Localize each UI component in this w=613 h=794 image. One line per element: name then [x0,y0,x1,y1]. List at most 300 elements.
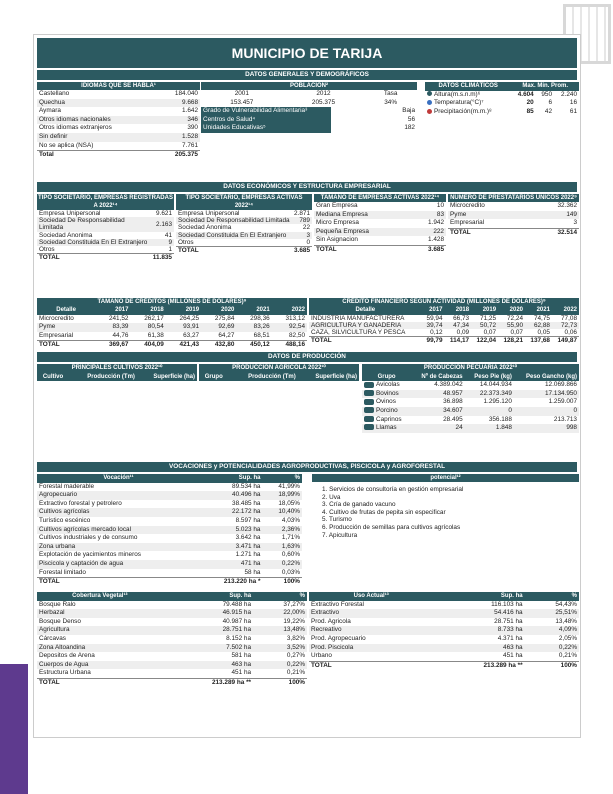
company-row [37,232,174,239]
livestock-cell: 0 [465,407,514,416]
livestock-cell: 48.957 [411,390,464,399]
credit-cell: 68,51 [253,331,270,339]
cover-cell: 37,27% [283,600,305,608]
credit-cell: 262,17 [144,314,164,322]
landuse-cell: 4.371 ha [497,634,523,642]
language-cell: Aymara [39,107,61,115]
landuse-row [309,601,579,610]
landuse-cell: 116.103 ha [491,600,523,608]
landuse-total-row [309,661,579,670]
credit-cell: 82,50 [289,331,305,339]
credit-total-cell: 488,16 [272,341,307,350]
livestock-row [362,381,579,390]
lender-cell: 149 [530,211,579,220]
livestock-label: Avicolas [376,381,400,389]
company-size-cell: 10 [436,202,444,209]
language-cell: Otros idiomas extranjeros [39,124,112,132]
financing-cell: 0,05 [537,329,550,336]
active-company-total-label: TOTAL [176,247,292,255]
pop-year-2001: 2001 [234,90,249,97]
cover-header: Cobertura Vegetal¹³ [37,592,163,601]
language-row [37,116,200,125]
cover-cell: 22,00% [253,609,307,618]
cover-total-cell: 213.289 ha ** [163,678,254,687]
climate-row [425,91,579,100]
climate-cell: 20 [526,99,534,107]
company-size-cell: Mediana Empresa [314,211,412,220]
credit-cell: 264,25 [179,314,200,322]
livestock-row [362,398,579,407]
animal-icon [364,390,374,396]
credit-cell: 92,69 [201,323,236,332]
livestock-row [362,390,579,399]
financing-cell: 0,09 [456,329,470,336]
company-size-total-label: TOTAL [314,245,412,254]
cover-cell: Bosque Denso [39,617,81,625]
livestock-col-group: Grupo [362,373,411,382]
company-size-row [314,219,446,228]
schools-label: Unidades Educativas⁵ [201,124,331,133]
livestock-cell: 34.607 [411,407,464,416]
company-size-row [314,211,446,220]
company-size-total-row [314,245,446,254]
active-company-row [176,210,312,217]
credits-block [37,298,307,350]
vocation-cell: 0,60% [281,551,300,559]
credit-cell: 61,38 [147,331,164,339]
climate-cell: 61 [569,107,577,115]
financing-cell: 71,25 [480,314,497,322]
active-company-cell: 22 [302,224,310,232]
landuse-cell: 8.733 ha [433,626,524,635]
vocation-cell: 40.496 ha [200,491,262,500]
company-size-cell: Pequeña Empresa [314,228,412,237]
credits-section [37,298,577,350]
company-cell: Sociedad Constituida En El Extranjero [37,239,151,246]
language-cell: 7.761 [182,141,198,149]
vocation-cell: 1,63% [262,543,302,552]
cover-cell: 0,21% [286,669,305,677]
language-cell: 390 [187,124,198,132]
vocation-cell: 1,71% [281,534,300,542]
cover-section [37,592,577,692]
landuse-row [309,635,579,644]
cover-row [37,626,307,635]
livestock-row [362,424,579,433]
vocation-cell: Cultivos agrícolas mercado local [37,526,200,535]
livestock-cell: 1.295.120 [483,398,512,406]
financing-col: 2019 [471,306,498,315]
livestock-cell: 1.848 [465,424,514,433]
vocation-cell: Extractivo forestal y petrolero [39,499,122,507]
vulnerability-value: Baja [402,107,415,115]
climate-cell: 16 [569,99,577,107]
language-row [37,99,200,108]
vocation-row [37,534,302,543]
financing-cell: 77,08 [561,314,577,322]
vocation-cell: Turístico escénico [39,516,91,524]
vocation-total-cell: 213.220 ha * [200,578,262,587]
credit-cell: 63,27 [183,331,200,339]
climate-row [425,108,579,117]
climate-label: Precipitación(m.m.)⁸ [434,107,492,115]
climate-table [425,82,579,91]
potential-item: 7. Apicultura [322,531,358,539]
livestock-row [362,407,579,416]
vocation-cell: 471 ha [200,560,262,569]
language-row [37,124,200,133]
livestock-cell [362,390,411,399]
credit-row [37,323,307,332]
health-centers-value: 56 [407,115,415,123]
company-size-total-value: 3.685 [412,245,446,254]
agri-block [199,364,359,381]
language-cell: 1.528 [157,133,200,142]
language-cell: No se aplica (NSA) [39,141,94,149]
vocation-cell: 18,99% [262,491,302,500]
cover-cell: 19,22% [283,617,305,625]
vocation-cell: Explotación de yacimientos mineros [39,551,141,559]
climate-cell: 42 [544,107,553,115]
climate-cell [425,108,511,117]
cover-cell: 8.152 ha [226,634,252,642]
lender-row [448,211,579,220]
vocation-total-cell: 100% [262,578,302,587]
vocation-total-row [37,578,302,587]
livestock-cell [362,424,411,433]
livestock-cell: 14.044.934 [479,381,512,389]
cover-cell: Cárcavas [39,634,66,642]
livestock-col-carcass-weight: Peso Gancho (kg) [514,373,579,382]
financing-cell: 47,34 [445,322,472,329]
vocation-cell: Forestal maderable [39,482,95,490]
company-row [37,239,174,246]
lender-cell: 3 [573,219,577,227]
cover-cell: 79.488 ha [222,600,252,608]
vocation-cell: 38.485 ha [232,499,261,507]
financing-col: 2018 [445,306,472,315]
active-company-cell: 789 [292,217,312,224]
financing-header: CRÉDITO FINANCIERO SEGÚN ACTIVIDAD (MILLONES DE DÓLARES)⁹ [309,298,579,306]
livestock-header: PRODUCCIÓN PECUARIA 2022¹⁰ [362,364,579,373]
vocation-cell: 58 ha [244,568,261,576]
altitude-icon [427,91,432,96]
vocation-row [37,551,302,560]
landuse-cell: 451 ha [503,652,523,660]
financing-block [309,298,579,344]
financing-total-cell: 149,87 [552,337,579,345]
financing-cell: 39,74 [422,322,445,329]
active-company-row [176,224,312,231]
company-row [37,246,174,254]
landuse-cell: Extractivo Forestal [311,600,364,608]
company-size-cell: 1.428 [428,236,444,244]
landuse-total-cell: TOTAL [309,661,433,670]
indicators-table [201,107,417,133]
cover-total-row [37,678,307,687]
livestock-cell [362,416,411,425]
cover-cell: Estructura Urbana [39,669,91,677]
company-cell: 9.621 [156,210,172,217]
company-total-row [37,254,174,262]
potential-item: 5. Turismo [322,516,352,524]
company-cell: Sociedad Anonima [39,231,93,239]
active-company-cell: Sociedad Constituida En El Extranjero [176,232,292,239]
agri-col-group: Grupo [199,373,228,382]
vocation-row [37,500,302,509]
cover-cell: Herbazal [37,609,163,618]
vocation-cell: 10,40% [262,508,302,517]
agri-header: PRODUCCIÓN AGRICOLA 2022¹⁰ [199,364,359,373]
vocation-col-percent: % [262,474,302,483]
language-row [37,151,200,160]
financing-cell: 74,75 [533,314,550,322]
financing-cell: 0,07 [510,329,523,336]
cover-total-cell: 100% [253,678,307,687]
potential-block [312,474,579,539]
company-row [37,217,174,231]
vocation-total-cell: TOTAL [37,578,200,587]
landuse-cell: 25,51% [525,609,579,618]
financing-total-cell: 122,04 [471,337,498,345]
vocation-cell: Cultivos agrícolas [37,508,200,517]
company-size-block [314,194,446,255]
credit-cell: 92,54 [272,323,307,332]
financing-col: 2022 [552,306,579,315]
financing-cell: 66,73 [453,314,470,322]
financing-total-cell: TOTAL [309,337,422,345]
cover-row [37,652,307,661]
livestock-cell: 24 [411,424,464,433]
climate-cell: 6 [548,99,553,107]
landuse-cell: 4,09% [525,626,579,635]
active-company-cell: 0 [306,238,310,246]
credit-total-cell: 450,12 [236,341,271,350]
cover-cell: 0,27% [286,652,305,660]
credit-cell: 44,76 [112,331,129,339]
population-header: POBLACIÓN² [201,82,417,90]
credit-total-cell: TOTAL [37,341,95,350]
climate-block [425,82,579,116]
landuse-cell: Prod. Piscicola [309,644,433,653]
landuse-row [309,626,579,635]
livestock-cell: 28.495 [443,415,463,423]
climate-rows [425,91,579,117]
active-company-cell: 3 [292,232,312,239]
livestock-label: Ovinos [376,398,396,406]
language-cell: 1.642 [182,107,198,115]
climate-cols: Max. Min. Prom. [511,82,579,91]
landuse-block [309,592,579,670]
credits-col: 2020 [201,306,236,315]
cover-cell: 463 ha [163,661,254,670]
health-centers-label: Centros de Salud⁴ [201,116,331,125]
agri-col-production: Producción (Tm) [228,373,297,382]
vocation-cell: 22.172 ha [200,508,262,517]
cover-total-cell: TOTAL [37,678,163,687]
financing-cell: 50,72 [471,322,498,329]
company-size-row [314,228,446,237]
financing-col: 2020 [498,306,525,315]
lender-cell: Pyme [448,211,530,220]
company-cell: Sociedad De Responsabilidad Limitada [37,217,151,231]
potential-list [312,482,579,539]
active-company-total-row [176,247,312,255]
livestock-cell [362,398,411,407]
landuse-cell: 13,48% [555,617,577,625]
financing-cell: CAZA, SILVICULTURA Y PESCA [311,329,406,336]
company-row [37,210,174,217]
lender-total-value: 32.514 [530,228,579,237]
language-cell: 9.668 [157,99,200,108]
section-vocations: VOCACIONES y POTENCIALIDADES AGROPRODUCTIVAS, PISCICOLA y AGROFORESTAL [37,462,577,472]
credits-col: 2018 [130,306,165,315]
potential-item: 4. Cultivo de frutas de pepita sin especificar [322,508,446,516]
cover-cell: 40.987 ha [222,617,252,625]
landuse-row [309,652,579,661]
company-size-row [314,202,446,211]
landuse-total-cell: 213.289 ha ** [433,661,524,670]
landuse-col-area: Sup. ha [433,592,524,601]
credit-cell: 275,84 [214,314,235,322]
languages-block [37,82,200,160]
financing-total-row [309,337,579,345]
vocation-cell: Cultivos industriales y de consumo [39,534,138,542]
crops-block [37,364,197,381]
section-production: DATOS DE PRODUCCIÓN [37,352,577,362]
potential-item: 1. Servicios de consultoría en gestión empresarial [322,486,464,493]
financing-col: Detalle [309,306,422,315]
landuse-cell: Extractivo [309,609,433,618]
livestock-cell: 0 [514,407,579,416]
cover-row [37,618,307,627]
cover-row [37,609,307,618]
vocation-row [37,569,302,578]
vocation-cell: 1.271 ha [235,551,261,559]
cover-row [37,601,307,610]
section-general: DATOS GENERALES Y DEMOGRÁFICOS [37,70,577,80]
credits-col: Detalle [37,306,95,315]
landuse-header: Uso Actual¹³ [309,592,433,601]
lenders-header: NÚMERO DE PRESTATARIOS ÚNICOS 2022⁹ [448,194,579,202]
credit-total-cell: 421,43 [166,341,201,350]
livestock-label: Porcino [376,406,398,414]
crops-col-area: Superficie (ha) [137,373,197,382]
side-accent-bar [0,664,28,794]
animal-icon [364,407,374,413]
vocation-cell: 2,36% [262,526,302,535]
vocation-cell: 8.597 ha [235,516,261,524]
cover-row [37,661,307,670]
agri-col-area: Superficie (ha) [298,373,359,382]
cover-cell: 46.915 ha [163,609,254,618]
livestock-label: Llamas [376,424,397,432]
credit-total-cell: 369,67 [95,341,130,350]
climate-label: Altura(m.s.n.m)⁶ [434,90,481,98]
company-cell: 41 [164,231,172,239]
company-total-value: 11.835 [152,254,172,262]
credit-cell: 298,36 [250,314,270,322]
active-company-cell: Sociedad Anonima [178,224,232,232]
financing-total-cell: 114,17 [445,337,472,345]
vocation-row [37,543,302,552]
language-row [37,90,200,99]
vocation-cell: 4,03% [281,516,300,524]
active-company-row [176,232,312,239]
crops-col-crop: Cultivo [37,373,69,382]
vocation-row [37,526,302,535]
vocation-cell: 3.471 ha [200,543,262,552]
cover-cell: 0,22% [253,661,307,670]
credit-cell: Microcredito [39,314,74,322]
population-block [201,82,417,133]
language-cell: Otros idiomas nacionales [37,116,157,125]
potential-item: 3. Cría de ganado vacuno [322,501,396,509]
animal-icon [364,424,374,430]
climate-header: DATOS CLIMÁTICOS [425,82,511,91]
active-company-cell: Otros [178,238,194,246]
cover-col-percent: % [253,592,307,601]
crops-col-production: Producción (Tm) [69,373,137,382]
livestock-block [362,364,579,433]
vocation-section [37,474,577,592]
financing-col: 2017 [422,306,445,315]
companies-header: TIPO SOCIETARIO, EMPRESAS REGISTRADAS A 2022¹⁴ [38,195,173,209]
financing-row [309,329,579,337]
potential-header: potencial¹² [312,474,579,482]
vocation-row [37,508,302,517]
landuse-cell: 463 ha [433,644,524,653]
livestock-cell: 4.389.042 [434,381,463,389]
credits-col: 2021 [236,306,271,315]
lender-row [448,219,579,228]
language-cell: Sin definir [37,133,157,142]
crops-header: PRINCIPALES CULTIVOS 2022¹⁰ [37,364,197,373]
cover-cell: 13,48% [253,626,307,635]
financing-cell: 0,12 [430,329,443,336]
climate-label: Temperatura(°C)⁷ [434,99,484,107]
landuse-cell: Recreativo [309,626,433,635]
cover-cell: Cuerpos de Agua [37,661,163,670]
landuse-cell: 54.416 ha [433,609,524,618]
language-row [37,107,200,116]
vulnerability-label: Grado de Vulnerabilidad Alimentaria³ [201,107,331,116]
cover-cell: Zona Altoandina [37,644,163,653]
active-company-cell: 2.871 [294,210,310,217]
climate-row [425,99,579,108]
credit-cell: 83,39 [95,323,130,332]
vocation-cell: 18,05% [278,499,300,507]
animal-icon [364,382,374,388]
landuse-cell: 54,43% [555,600,577,608]
language-row [37,133,200,142]
pop-rate: 34% [384,98,398,106]
financing-cell: 0,06 [564,329,577,336]
cover-block [37,592,307,688]
landuse-cell: 0,22% [525,644,579,653]
active-company-cell: Sociedad De Responsabilidad Limitada [176,217,292,224]
language-cell: 205.375 [157,151,200,160]
landuse-row [309,618,579,627]
credit-row [37,332,307,341]
pop-year-2012: 2012 [316,90,331,97]
credit-cell: Empresarial [39,331,74,339]
landuse-total-cell: 100% [525,661,579,670]
credit-cell: 64,27 [218,331,235,339]
livestock-cell [362,381,411,390]
credit-row [37,315,307,324]
livestock-cell: 356.188 [488,415,512,423]
